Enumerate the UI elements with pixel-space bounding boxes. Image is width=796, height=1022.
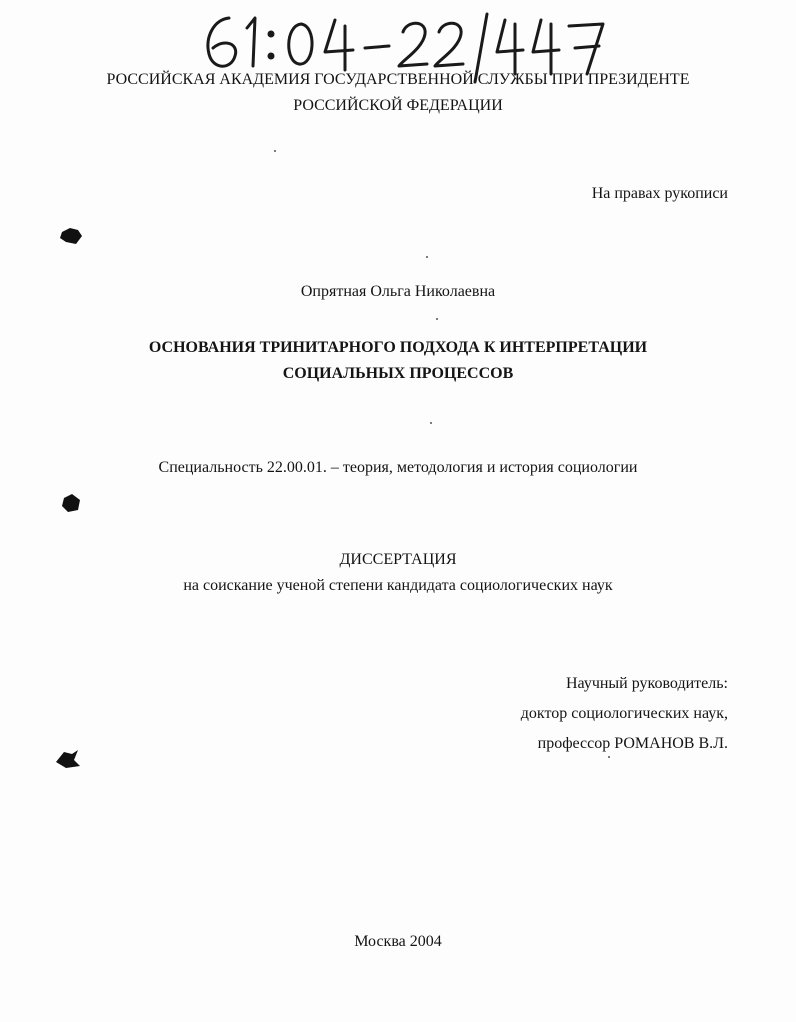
scan-speck <box>430 422 432 424</box>
binding-hole-mark <box>58 492 86 516</box>
work-type: ДИССЕРТАЦИЯ <box>339 551 457 568</box>
scan-speck <box>274 150 276 152</box>
manuscript-notice: На правах рукописи <box>591 185 728 202</box>
binding-hole-mark <box>54 748 82 772</box>
scan-speck <box>426 256 428 258</box>
supervisor-label: Научный руководитель: <box>565 675 728 692</box>
institution-line-2: РОССИЙСКОЙ ФЕДЕРАЦИИ <box>293 97 503 114</box>
dissertation-title-line-1: ОСНОВАНИЯ ТРИНИТАРНОГО ПОДХОДА К ИНТЕРПРЕТАЦИИ <box>148 339 648 356</box>
scan-speck <box>608 756 610 758</box>
specialty: Специальность 22.00.01. – теория, методология и история социологии <box>158 459 638 476</box>
supervisor-name: профессор РОМАНОВ В.Л. <box>537 735 728 752</box>
binding-hole-mark <box>58 224 86 248</box>
place-and-year: Москва 2004 <box>354 933 442 950</box>
institution-line-1: РОССИЙСКАЯ АКАДЕМИЯ ГОСУДАРСТВЕННОЙ СЛУЖБЫ ПРИ ПРЕЗИДЕНТЕ <box>106 71 690 88</box>
author-name: Опрятная Ольга Николаевна <box>300 283 496 300</box>
supervisor-degree: доктор социологических наук, <box>520 705 728 722</box>
dissertation-title-line-2: СОЦИАЛЬНЫХ ПРОЦЕССОВ <box>282 365 514 382</box>
scan-speck <box>436 318 438 320</box>
degree-statement: на соискание ученой степени кандидата социологических наук <box>183 577 613 594</box>
